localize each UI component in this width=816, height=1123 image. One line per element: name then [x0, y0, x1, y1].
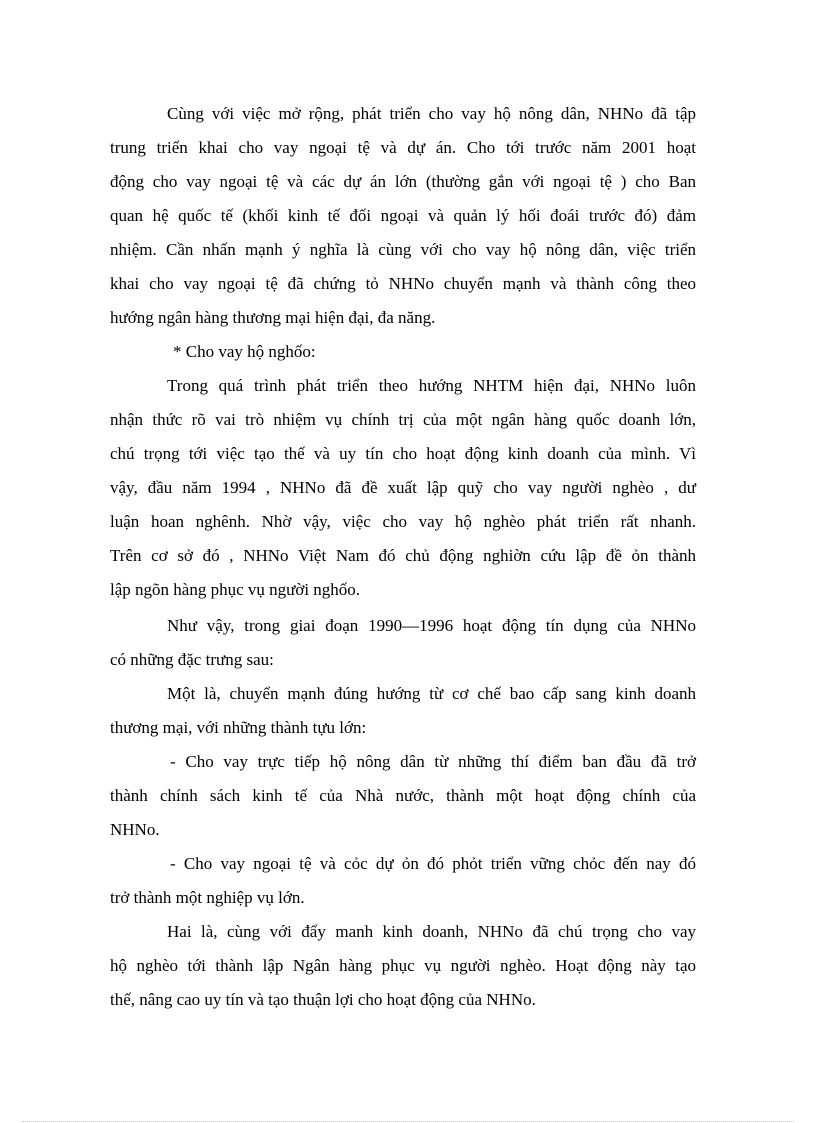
text-line: Trên cơ sở đó , NHNo Việt Nam đó chủ động nghiờn cứu lập đề ỏn thành	[110, 546, 696, 565]
section-heading	[110, 335, 696, 369]
text-line: Một là, chuyển mạnh đúng hướng từ cơ chế bao cấp sang kinh doanh	[167, 684, 696, 703]
text-line: thương mại, với những thành tựu lớn:	[110, 718, 367, 737]
text-line: thế, nâng cao uy tín và tạo thuận lợi cho hoạt động của NHNo.	[110, 990, 536, 1009]
text-line: - Cho vay ngoại tệ và cỏc dự ỏn đó phỏt triển vững chỏc đến nay đó	[170, 854, 696, 873]
text-line: trở thành một nghiệp vụ lớn.	[110, 888, 305, 907]
text-line: trung triển khai cho vay ngoại tệ và dự án. Cho tới trước năm 2001 hoạt	[110, 138, 696, 157]
text-line: khai cho vay ngoại tệ đã chứng tỏ NHNo chuyển mạnh và thành công theo	[110, 274, 696, 293]
text-line: Trong quá trình phát triển theo hướng NHTM hiện đại, NHNo luôn	[167, 376, 696, 395]
text-line: thành chính sách kinh tế của Nhà nước, thành một hoạt động chính của	[110, 786, 696, 805]
text-line: nhiệm. Cần nhấn mạnh ý nghĩa là cùng với cho vay hộ nông dân, việc triển	[110, 240, 696, 259]
text-line: NHNo.	[110, 820, 160, 839]
text-line: Cùng với việc mở rộng, phát triển cho vay hộ nông dân, NHNo đã tập	[167, 104, 696, 123]
heading-text: * Cho vay hộ nghốo:	[173, 342, 316, 361]
text-line: động cho vay ngoại tệ và các dự án lớn (thường gắn với ngoại tệ ) cho Ban	[110, 172, 696, 191]
paragraph-6	[110, 847, 696, 915]
page-bottom-divider	[22, 1121, 794, 1122]
text-line: Như vậy, trong giai đoạn 1990—1996 hoạt động tín dụng của NHNo	[167, 616, 696, 635]
text-line: chú trọng tới việc tạo thế và uy tín cho hoạt động kinh doanh của mình. Vì	[110, 444, 696, 463]
text-line: quan hệ quốc tế (khối kinh tế đối ngoại và quản lý hối đoái trước đó) đảm	[110, 206, 696, 225]
text-line: có những đặc trưng sau:	[110, 650, 274, 669]
paragraph-2	[110, 369, 696, 607]
text-line: Hai là, cùng với đẩy manh kinh doanh, NHNo đã chú trọng cho vay	[167, 922, 696, 941]
text-line: hộ nghèo tới thành lập Ngân hàng phục vụ người nghèo. Hoạt động này tạo	[110, 956, 696, 975]
paragraph-5	[110, 745, 696, 847]
text-line: hướng ngân hàng thương mại hiện đại, đa năng.	[110, 308, 436, 327]
paragraph-7	[110, 915, 696, 1017]
paragraph-4	[110, 677, 696, 745]
text-line: vậy, đầu năm 1994 , NHNo đã đề xuất lập quỹ cho vay người nghèo , dư	[110, 478, 696, 497]
paragraph-1	[110, 97, 696, 335]
text-line: luận hoan nghênh. Nhờ vậy, việc cho vay hộ nghèo phát triển rất nhanh.	[110, 512, 696, 531]
text-line: nhận thức rõ vai trò nhiệm vụ chính trị của một ngân hàng quốc doanh lớn,	[110, 410, 696, 429]
text-line: lập ngõn hàng phục vụ người nghốo.	[110, 580, 361, 599]
text-line: - Cho vay trực tiếp hộ nông dân từ những thí điểm ban đầu đã trở	[170, 752, 696, 771]
body-text	[110, 97, 696, 1017]
paragraph-3	[110, 609, 696, 677]
